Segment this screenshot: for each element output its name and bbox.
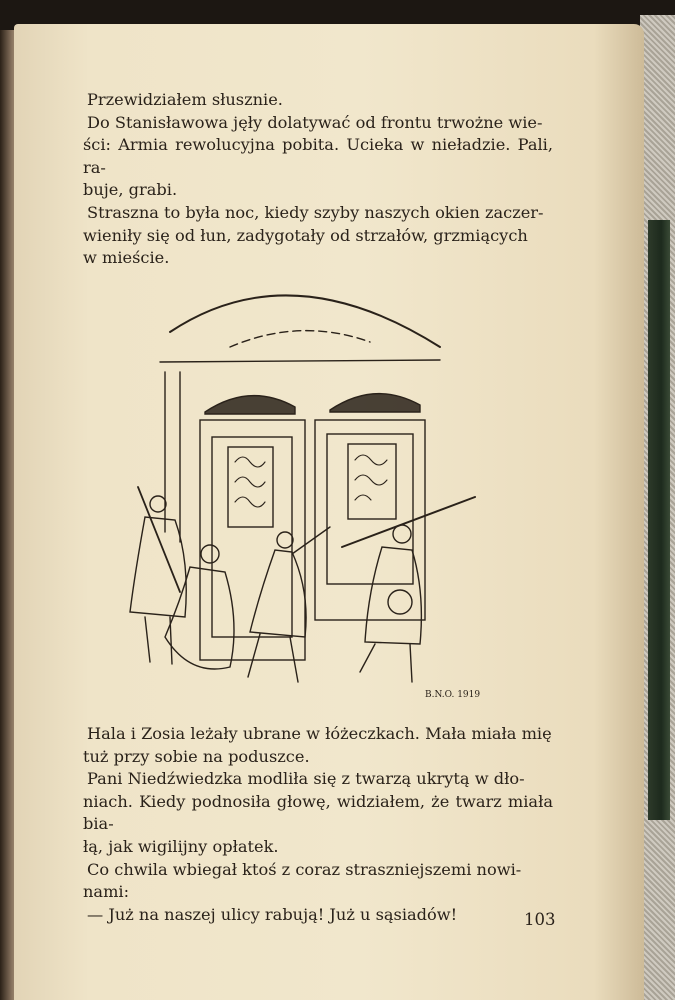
illustration-signature: B.N.O. 1919	[425, 690, 480, 700]
text-line: w mieście.	[83, 248, 170, 268]
text-line: Przewidziałem słusznie.	[87, 90, 283, 109]
text-line: tuż przy sobie na poduszce.	[83, 746, 310, 766]
text-line: niach. Kiedy podnosiła głowę, widziałem, że twarz miała bia-	[83, 791, 553, 834]
book-cover-green-band	[648, 220, 670, 820]
text-line: buje, grabi.	[83, 180, 178, 200]
text-line: łą, jak wigilijny opłatek.	[83, 836, 279, 856]
text-line: ści: Armia rewolucyjna pobita. Ucieka w nieładzie. Pali, ra-	[83, 135, 553, 177]
top-text-block	[83, 89, 553, 270]
bottom-text-block	[83, 723, 553, 926]
text-line: nami:	[83, 882, 130, 902]
text-line: Co chwila wbiegał ktoś z coraz straszniejszemi nowi-	[87, 859, 522, 879]
text-line: Straszna to była noc, kiedy szyby naszych okien zaczer-	[87, 202, 544, 222]
text-line: Do Stanisławowa jęły dolatywać od frontu trwożne wie-	[87, 112, 543, 132]
soldiers-at-door-illustration	[120, 272, 480, 707]
text-line: Hala i Zosia leżały ubrane w łóżeczkach. Mała miała mię	[87, 724, 552, 743]
text-line: wieniły się od łun, zadygotały od strzałów, grzmiących	[83, 225, 528, 245]
page-number: 103	[524, 910, 556, 929]
text-line: Pani Niedźwiedzka modliła się z twarzą ukrytą w dło-	[87, 769, 525, 789]
text-line: — Już na naszej ulicy rabują! Już u sąsiadów!	[87, 904, 458, 924]
